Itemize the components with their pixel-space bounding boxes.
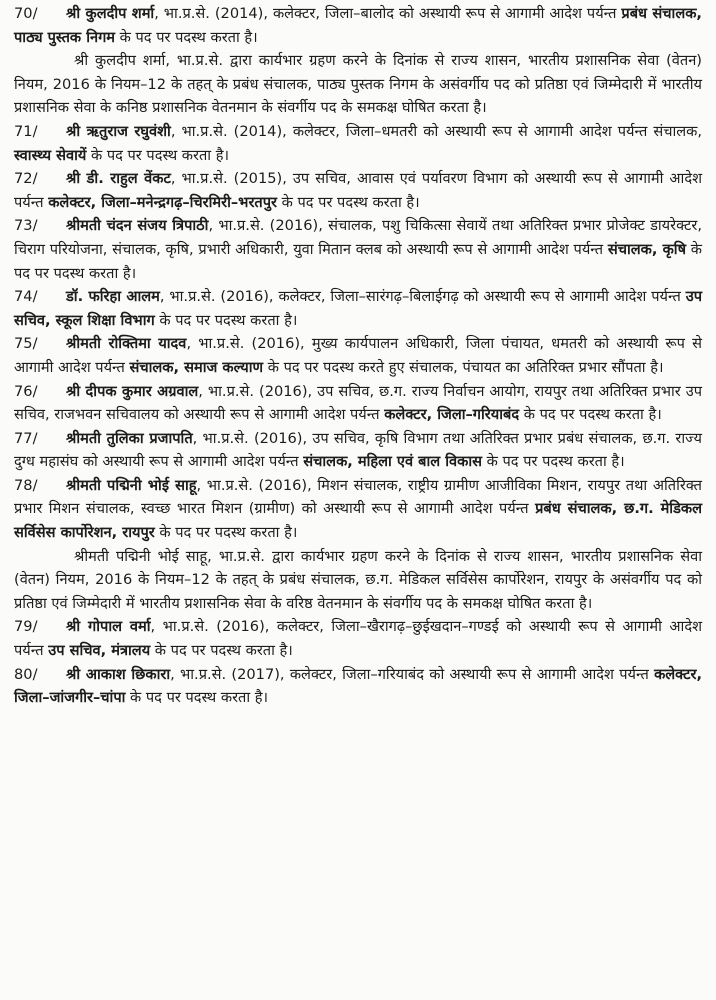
posting-title: स्वास्थ्य सेवायें <box>14 146 87 164</box>
paragraph-text: , भा.प्र.से. (2015), उप सचिव, आवास एवं पर्यावरण विभाग को अस्थायी रूप से आगामी आदेश पर्यन्त <box>14 170 702 211</box>
paragraph-text: के पद पर पदस्थ करता है। <box>115 28 258 46</box>
officer-name: श्रीमती पद्मिनी भोई साहू <box>66 476 197 494</box>
posting-title: कलेक्टर, जिला–गरियाबंद <box>384 406 520 424</box>
officer-name: श्री दीपक कुमार अग्रवाल <box>66 382 199 400</box>
paragraph-text: के पद पर पदस्थ करता है। <box>125 689 269 707</box>
posting-title: संचालक, समाज कल्याण <box>129 358 264 376</box>
officer-name: श्री डी. राहुल वेंकट <box>66 170 171 188</box>
paragraph-text: , भा.प्र.से. (2016), मुख्य कार्यपालन अधिकारी, जिला पंचायत, धमतरी को अस्थायी रूप से आगामी आदेश पर्यन्त <box>14 335 702 376</box>
paragraph-text: के पद पर पदस्थ करता है। <box>482 453 625 471</box>
order-number: 75/ <box>14 335 38 353</box>
order-number: 79/ <box>14 618 38 636</box>
order-number: 80/ <box>14 665 38 683</box>
posting-title: संचालक, कृषि <box>607 240 687 258</box>
order-paragraph <box>14 427 702 474</box>
order-number: 74/ <box>14 288 38 306</box>
continuation-paragraph: श्री कुलदीप शर्मा, भा.प्र.से. द्वारा कार्यभार ग्रहण करने के दिनांक से राज्य शासन, भारतीय प्रशासनिक सेवा (वेतन) नियम, 2016 के नियम–12 के तहत् के प्रबंध संचालक, पाठ्य पुस्तक निगम के असंवर्गीय पद को प्रतिष्ठा एवं जिम्मेदारी में भारतीय प्रशासनिक सेवा के कनिष्ठ प्रशासनिक वेतनमान के संवर्गीय पद के समकक्ष घोषित करता है। <box>14 52 702 117</box>
order-paragraph <box>14 663 702 710</box>
posting-title: संचालक, महिला एवं बाल विकास <box>303 453 483 471</box>
order-paragraph <box>14 380 702 427</box>
order-number: 70/ <box>14 5 38 22</box>
order-paragraph <box>14 214 702 285</box>
order-paragraph <box>14 615 702 662</box>
paragraph-text: , भा.प्र.से. (2016), मिशन संचालक, राष्ट्रीय ग्रामीण आजीविका मिशन, रायपुर तथा अतिरिक्त प्रभार मिशन संचालक, स्वच्छ भारत मिशन (ग्रामीण) को अस्थायी रूप से आगामी आदेश पर्यन्त <box>14 476 702 518</box>
paragraph-text: , भा.प्र.से. (2016), कलेक्टर, जिला–सारंगढ़–बिलाईगढ़ को अस्थायी रूप से आगामी आदेश पर्यन्त <box>159 288 686 306</box>
order-paragraph <box>14 2 702 49</box>
paragraph-text: , भा.प्र.से. (2016), उप सचिव, छ.ग. राज्य निर्वाचन आयोग, रायपुर तथा अतिरिक्त प्रभार उप सचिव, राजभवन सचिवालय को अस्थायी रूप से आगामी आदेश पर्यन्त <box>14 382 702 424</box>
posting-title: प्रबंध संचालक, छ.ग. मेडिकल सर्विसेस कार्पोरेशन, रायपुर <box>14 500 702 542</box>
posting-title: कलेक्टर, जिला–मनेन्द्रगढ़–चिरमिरी–भरतपुर <box>48 193 277 211</box>
order-text-body <box>14 2 702 710</box>
officer-name: श्रीमती तुलिका प्रजापति <box>66 429 193 447</box>
paragraph-text: के पद पर पदस्थ करते हुए संचालक, पंचायत का अतिरिक्त प्रभार सौंपता है। <box>263 358 664 376</box>
paragraph-text: , भा.प्र.से. (2016), उप सचिव, कृषि विभाग तथा अतिरिक्त प्रभार प्रबंध संचालक, छ.ग. राज्य दुग्ध महासंघ को अस्थायी रूप से आगामी आदेश पर्यन्त <box>14 429 702 471</box>
paragraph-text: , भा.प्र.से. (2017), कलेक्टर, जिला–गरियाबंद को अस्थायी रूप से आगामी आदेश पर्यन्त <box>170 665 655 683</box>
order-paragraph <box>14 167 702 214</box>
posting-title: उप सचिव, स्कूल शिक्षा विभाग <box>14 288 702 329</box>
paragraph-text: , भा.प्र.से. (2014), कलेक्टर, जिला–धमतरी को अस्थायी रूप से आगामी आदेश पर्यन्त संचालक, <box>170 122 703 140</box>
order-number: 76/ <box>14 382 38 400</box>
paragraph-text: , भा.प्र.से. (2014), कलेक्टर, जिला–बालोद को अस्थायी रूप से आगामी आदेश पर्यन्त <box>154 5 622 22</box>
officer-name: श्री गोपाल वर्मा <box>66 618 151 636</box>
officer-name: श्री आकाश छिकारा <box>66 665 171 683</box>
officer-name: श्री ऋतुराज रघुवंशी <box>66 122 171 140</box>
order-paragraph <box>14 120 702 167</box>
posting-title: प्रबंध संचालक, पाठ्य पुस्तक निगम <box>14 5 702 46</box>
paragraph-text: के पद पर पदस्थ करता है। <box>277 193 420 211</box>
paragraph-text: के पद पर पदस्थ करता है। <box>519 406 662 424</box>
paragraph-text: के पद पर पदस्थ करता है। <box>150 642 293 660</box>
paragraph-text: के पद पर पदस्थ करता है। <box>86 146 230 164</box>
order-number: 72/ <box>14 170 38 188</box>
order-number: 71/ <box>14 122 38 140</box>
continuation-paragraph: श्रीमती पद्मिनी भोई साहू, भा.प्र.से. द्वारा कार्यभार ग्रहण करने के दिनांक से राज्य शासन, भारतीय प्रशासनिक सेवा (वेतन) नियम, 2016 के नियम–12 के तहत् के प्रबंध संचालक, छ.ग. मेडिकल सर्विसेस कार्पोरेशन, रायपुर के असंवर्गीय पद को प्रतिष्ठा एवं जिम्मेदारी में भारतीय प्रशासनिक सेवा के वरिष्ठ वेतनमान के संवर्गीय पद के समकक्ष घोषित करता है। <box>14 547 702 612</box>
order-number: 77/ <box>14 429 38 447</box>
officer-name: श्रीमती चंदन संजय त्रिपाठी <box>66 217 209 235</box>
paragraph-text: के पद पर पदस्थ करता है। <box>154 311 298 329</box>
order-number: 73/ <box>14 217 38 235</box>
paragraph-text: के पद पर पदस्थ करता है। <box>14 240 702 282</box>
paragraph-text: के पद पर पदस्थ करता है। <box>154 524 298 542</box>
posting-title: उप सचिव, मंत्रालय <box>48 642 151 660</box>
officer-name: श्रीमती रोक्तिमा यादव <box>66 335 187 353</box>
officer-name: डॉ. फरिहा आलम <box>66 288 160 306</box>
officer-name: श्री कुलदीप शर्मा <box>66 5 155 22</box>
posting-title: कलेक्टर, जिला–जांजगीर–चांपा <box>14 665 702 707</box>
order-number: 78/ <box>14 476 38 494</box>
paragraph-text: , भा.प्र.से. (2016), संचालक, पशु चिकित्सा सेवायें तथा अतिरिक्त प्रभार प्रोजेक्ट डायरेक्टर, चिराग परियोजना, संचालक, कृषि, प्रभारी अधिकारी, युवा मितान क्लब को अस्थायी रूप से आगामी आदेश पर्यन्त <box>14 217 703 258</box>
order-paragraph <box>14 332 702 379</box>
order-paragraph <box>14 474 702 545</box>
order-paragraph <box>14 285 702 332</box>
paragraph-text: , भा.प्र.से. (2016), कलेक्टर, जिला–खैरागढ़–छुईखदान–गण्डई को अस्थायी रूप से आगामी आदेश पर्यन्त <box>14 618 702 660</box>
